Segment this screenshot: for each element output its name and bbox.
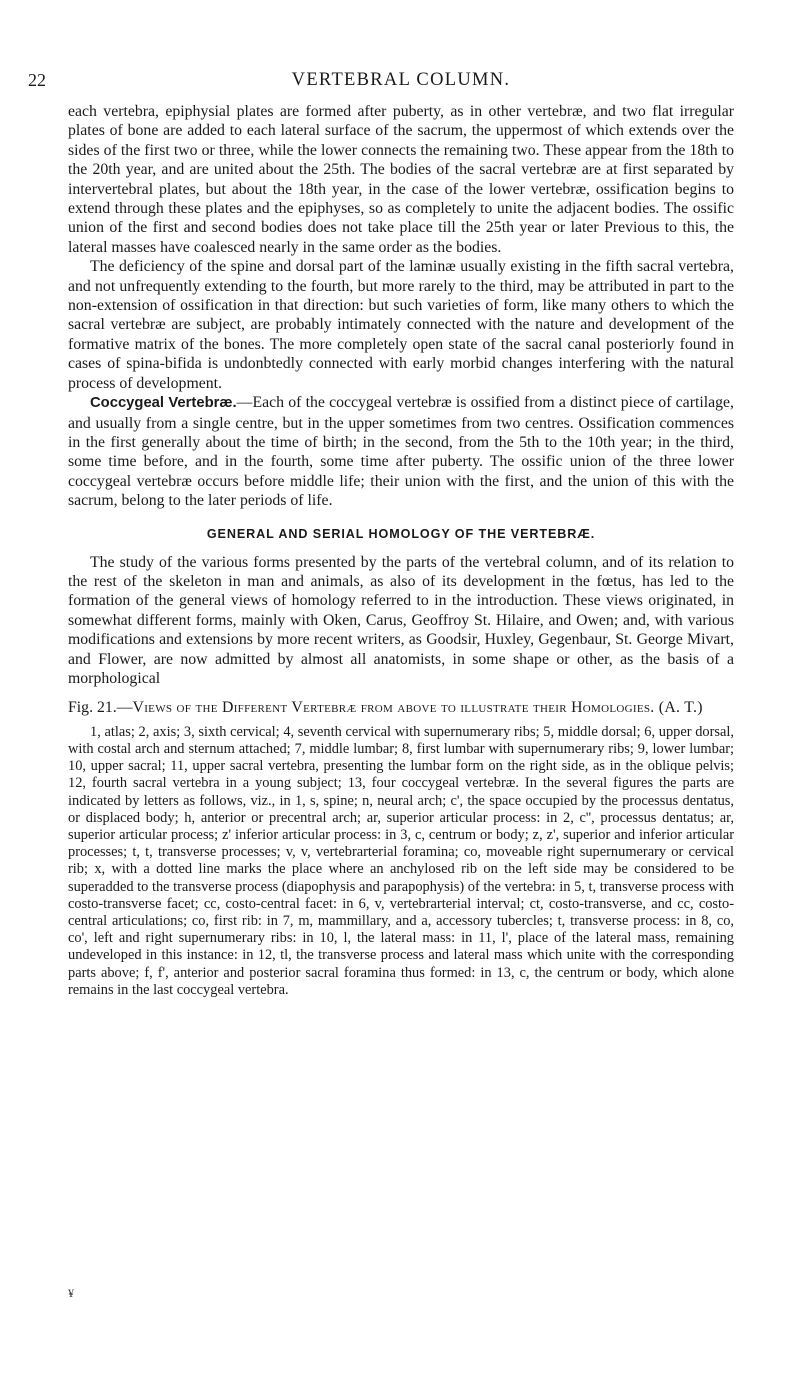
section-heading: GENERAL AND SERIAL HOMOLOGY OF THE VERTEBRÆ. bbox=[206, 526, 596, 541]
body-text bbox=[68, 102, 734, 688]
paragraph-homology: The study of the various forms presented by the parts of the vertebral column, and of its relation to the rest of the skeleton in man and animals, as also of its development in the fœtus, has led to the formation of the general views of homology referred to in the introduction. These views originated, in somewhat different forms, mainly with Oken, Carus, Geoffroy St. Hilaire, and Owen; and, with various modifications and extensions by more recent writers, as Goodsir, Huxley, Gegenbaur, St. George Mivart, and Flower, are now admitted by almost all anatomists, in some shape or other, as the basis of a morphological bbox=[68, 553, 734, 687]
figure-caption bbox=[68, 698, 734, 717]
printer-mark: ¥ bbox=[68, 1286, 74, 1300]
coccygeal-text: —Each of the coccygeal vertebræ is ossified from a distinct piece of cartilage, and usually from a single centre, but in the upper sometimes from two centres. Ossification commences in the first generally about the time of birth; in the second, from the 5th to the 10th year; in the third, some time before, and in the fourth, some time after puberty. The ossific union of the three lower coccygeal vertebræ occurs before middle life; their union with the first, and the union of this with the sacrum, belong to the later periods of life. bbox=[68, 394, 734, 510]
page-number: 22 bbox=[28, 70, 46, 90]
figure-description: 1, atlas; 2, axis; 3, sixth cervical; 4, seventh cervical with supernumerary ribs; 5, middle dorsal; 6, upper dorsal, with costal arch and sternum attached; 7, middle lumbar; 8, first lumbar with supernumerary ribs; 9, lower lumbar; 10, upper sacral; 11, upper sacral vertebra, presenting the lumbar form on the right side, as in the oblique pelvis; 12, fourth sacral vertebra in a young subject; 13, four coccygeal vertebræ. In the several figures the parts are indicated by letters as follows, viz., in 1, s, spine; n, neural arch; c', the space occupied by the processus dentatus, or displaced body; h, anterior or precentral arch; ar, superior articular process: in 2, c'', processus dentatus; ar, superior articular process; z' inferior articular process: in 3, c, centrum or body; z, z', superior and inferior articular processes; t, t, transverse processes; v, v, vertebrarterial foramina; co, moveable right supernumerary or cervical rib; x, with a dotted line marks the place where an anchylosed rib on the left side may be considered to be superadded to the transverse process (diapophysis and parapophysis) of the vertebra: in 5, t, transverse process with costo-transverse facet; cc, costo-central facet: in 6, v, vertebrarterial interval; ct, costo-transverse, and cc, costo-central articulations; co, first rib: in 7, m, mammillary, and a, accessory tubercles; t, transverse process: in 8, co, co', left and right supernumerary ribs: in 10, l, the lateral mass: in 11, l', place of the lateral mass, remaining undeveloped in this instance: in 12, tl, the transverse process and lateral mass which unite with the corresponding parts above; f, f', anterior and posterior sacral foramina thus formed: in 13, c, the centrum or body, which alone remains in the last coccygeal vertebra. bbox=[68, 723, 734, 998]
coccygeal-heading: Coccygeal Vertebræ. bbox=[90, 395, 237, 412]
figure-title: Views of the Different Vertebræ from above to illustrate their Homologies. (A. T.) bbox=[132, 699, 703, 717]
running-title: VERTEBRAL COLUMN. bbox=[291, 70, 511, 90]
figure-caption-block bbox=[68, 698, 734, 999]
figure-label: Fig. 21.— bbox=[68, 699, 133, 717]
paragraph-coccygeal bbox=[68, 393, 734, 510]
paragraph-spine-deficiency: The deficiency of the spine and dorsal part of the laminæ usually existing in the fifth sacral vertebra, and not unfrequently extending to the fourth, but more rarely to the third, may be attributed in part to the non-extension of ossification in that direction: but such varieties of form, like many others to which the sacral vertebræ are subject, are probably intimately connected with the nature and development of the formative matrix of the bones. The more completely open state of the sacral canal posteriorly found in cases of spina-bifida is undonbtedly connected with early morbid changes interfering with the natural process of development. bbox=[68, 258, 734, 392]
paragraph-sacral-ossification: each vertebra, epiphysial plates are formed after puberty, as in other vertebræ, and two flat irregular plates of bone are added to each lateral surface of the sacrum, the uppermost of which extends over the sides of the first two or three, while the lower connects the remaining two. These appear from the 18th to the 20th year, and are united about the 25th. The bodies of the sacral vertebræ are at first separated by intervertebral plates, but about the 18th year, in the case of the lower vertebræ, ossification begins to extend through these plates and the epiphyses, so as completely to unite the adjacent bodies. The ossific union of the first and second bodies does not take place till the 25th year or later Previous to this, the lateral masses have coalesced nearly in the same order as the bodies. bbox=[68, 103, 734, 256]
running-head bbox=[28, 66, 734, 96]
